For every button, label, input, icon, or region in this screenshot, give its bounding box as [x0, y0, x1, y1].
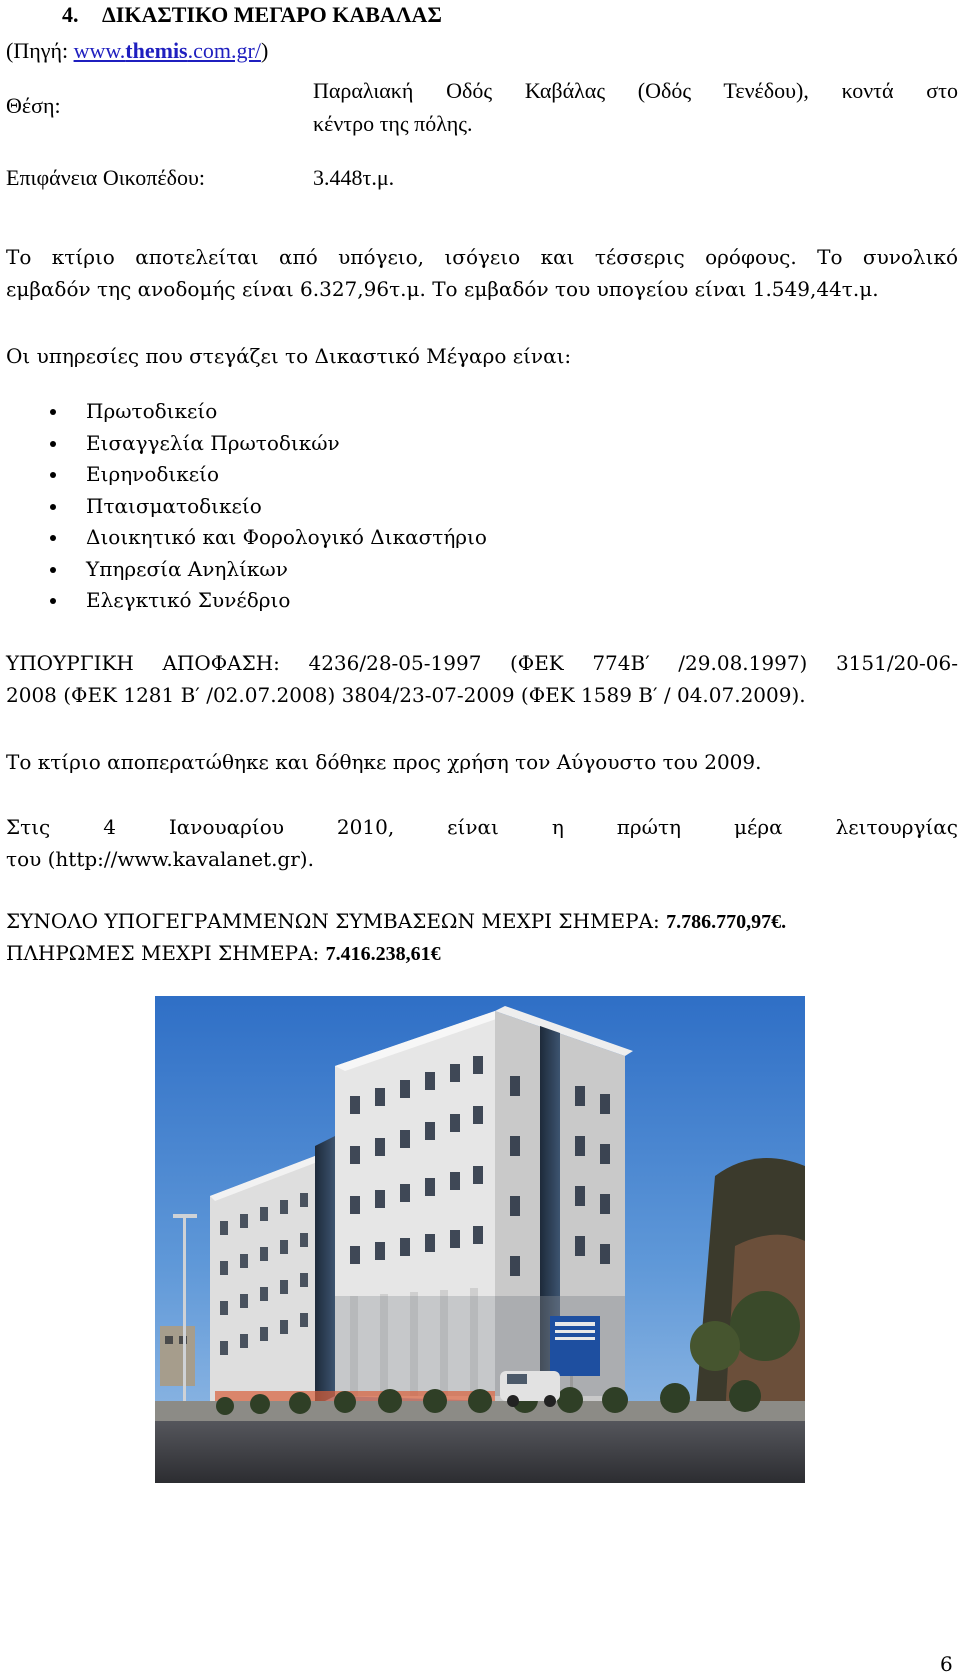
contracts-total [6, 905, 958, 938]
source-link-bold: themis [125, 38, 188, 63]
section-number: 4. [62, 2, 79, 27]
list-item [50, 428, 487, 460]
bullet-icon [50, 472, 56, 478]
description-line1: Το κτίριο αποτελείται από υπόγειο, ισόγειο και τέσσερις ορόφους. Το συνολικό [6, 245, 958, 269]
payments-total [6, 937, 958, 970]
list-item [50, 459, 487, 491]
service-label: Ελεγκτικό Συνέδριο [86, 588, 291, 612]
source-prefix: (Πηγή: [6, 38, 74, 63]
contracts-total-value: 7.786.770,97€. [666, 911, 787, 933]
bullet-icon [50, 535, 56, 541]
list-item [50, 396, 487, 428]
list-item [50, 554, 487, 586]
operation-line1: Στις 4 Ιανουαρίου 2010, είναι η πρώτη μέρα λειτουργίας [6, 815, 958, 839]
source-line [6, 38, 268, 64]
decision-line2: 2008 (ΦΕΚ 1281 Β′ /02.07.2008) 3804/23-07-2009 (ΦΕΚ 1589 Β′ / 04.07.2009). [6, 683, 806, 707]
location-label: Θέση: [6, 93, 61, 118]
source-link[interactable] [74, 38, 261, 63]
bullet-icon [50, 409, 56, 415]
courthouse-photo [155, 996, 805, 1483]
source-link-part: www. [73, 38, 126, 63]
courthouse-photo-drawing [155, 996, 805, 1483]
payments-total-value: 7.416.238,61€ [325, 943, 441, 965]
completion-text: Το κτίριο αποπερατώθηκε και δόθηκε προς χρήση τον Αύγουστο του 2009. [6, 750, 762, 774]
service-label: Εισαγγελία Πρωτοδικών [86, 430, 340, 455]
services-intro: Οι υπηρεσίες που στεγάζει το Δικαστικό Μέγαρο είναι: [6, 344, 572, 368]
bullet-icon [50, 441, 56, 447]
section-title: ΔΙΚΑΣΤΙΚΟ ΜΕΓΑΡΟ ΚΑΒΑΛΑΣ [102, 2, 442, 27]
location-value-line2: κέντρο της πόλης. [313, 111, 473, 136]
source-suffix: ) [260, 38, 269, 63]
bullet-icon [50, 567, 56, 573]
plot-area-value: 3.448τ.μ. [313, 165, 395, 190]
list-item [50, 522, 487, 554]
section-heading [62, 2, 442, 28]
services-list [50, 396, 487, 617]
bullet-icon [50, 598, 56, 604]
service-label: Υπηρεσία Ανηλίκων [86, 556, 288, 581]
bullet-icon [50, 504, 56, 510]
page-number: 6 [940, 1652, 953, 1676]
description-line2: εμβαδόν της ανοδομής είναι 6.327,96τ.μ. Το εμβαδόν του υπογείου είναι 1.549,44τ.μ. [6, 277, 879, 301]
operation-line2: του (http://www.kavalanet.gr). [6, 847, 314, 871]
location-value-line1: Παραλιακή Οδός Καβάλας (Οδός Τενέδου), κοντά στο [313, 78, 958, 103]
payments-total-label: ΠΛΗΡΩΜΕΣ ΜΕΧΡΙ ΣΗΜΕΡΑ: [6, 941, 326, 965]
service-label: Διοικητικό και Φορολογικό Δικαστήριο [86, 525, 487, 549]
list-item [50, 585, 487, 617]
service-label: Πρωτοδικείο [86, 399, 218, 423]
contracts-total-label: ΣΥΝΟΛΟ ΥΠΟΓΕΓΡΑΜΜΕΝΩΝ ΣΥΜΒΑΣΕΩΝ ΜΕΧΡΙ ΣΗΜΕΡΑ: [6, 909, 667, 933]
source-link-part: .com.gr/ [187, 38, 261, 63]
decision-line1: ΥΠΟΥΡΓΙΚΗ ΑΠΟΦΑΣΗ: 4236/28-05-1997 (ΦΕΚ 774Β′ /29.08.1997) 3151/20-06- [6, 651, 958, 675]
service-label: Ειρηνοδικείο [86, 462, 220, 486]
plot-area-label: Επιφάνεια Οικοπέδου: [6, 165, 205, 190]
list-item [50, 491, 487, 523]
service-label: Πταισματοδικείο [86, 493, 262, 518]
